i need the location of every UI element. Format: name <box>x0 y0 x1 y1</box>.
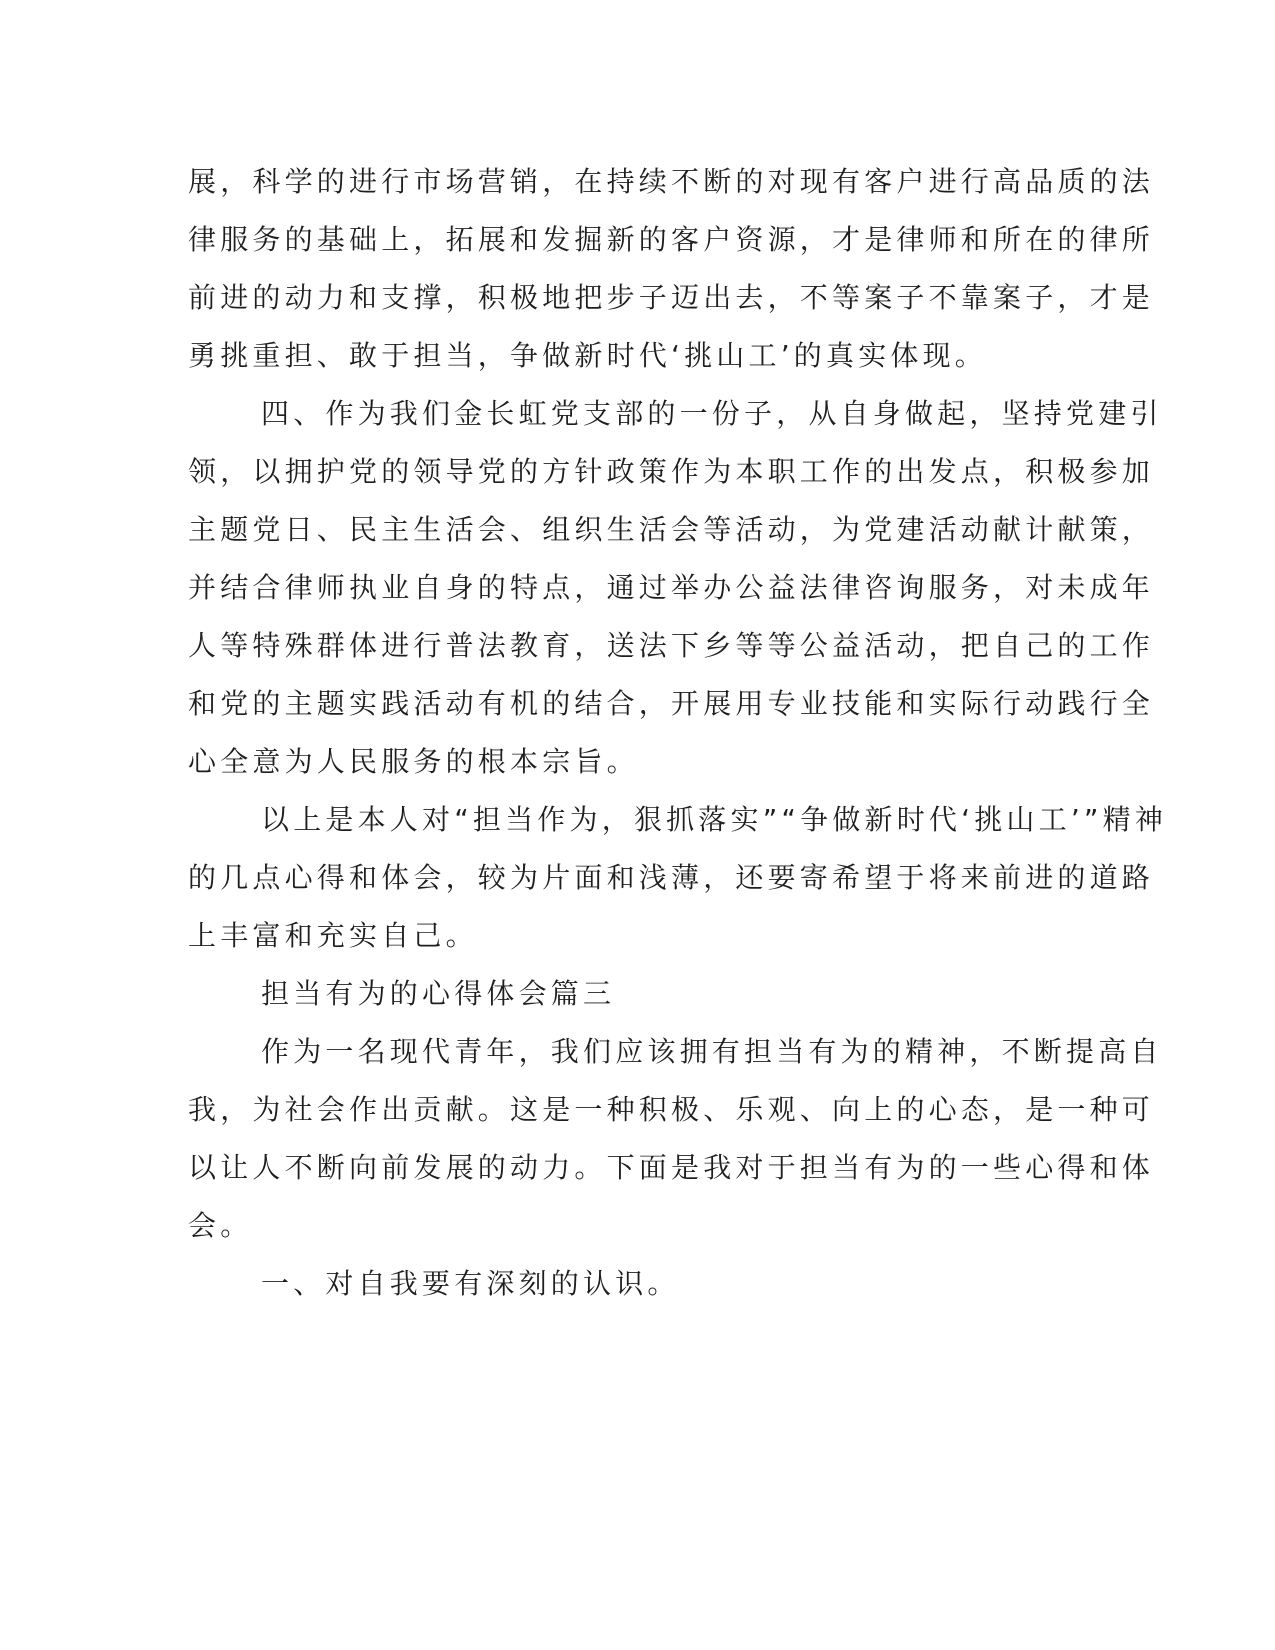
text-line: 我，为社会作出贡献。这是一种积极、乐观、向上的心态，是一种可 <box>188 1093 1155 1126</box>
paragraph-first-line: 四、作为我们金长虹党支部的一份子，从自身做起，坚持党建引 <box>261 397 1163 430</box>
text-line: 并结合律师执业自身的特点，通过举办公益法律咨询服务，对未成年 <box>188 571 1155 604</box>
text-line: 的几点心得和体会，较为片面和浅薄，还要寄希望于将来前进的道路 <box>188 861 1155 894</box>
text-line: 主题党日、民主生活会、组织生活会等活动，为党建活动献计献策， <box>188 513 1155 546</box>
text-line: 勇挑重担、敢于担当，争做新时代‘挑山工’的真实体现。 <box>188 339 988 372</box>
text-line: 展，科学的进行市场营销，在持续不断的对现有客户进行高品质的法 <box>188 165 1155 198</box>
text-line: 会。 <box>188 1209 253 1242</box>
section-heading: 担当有为的心得体会篇三 <box>261 977 616 1010</box>
paragraph-first-line: 以上是本人对“担当作为，狠抓落实”“争做新时代‘挑山工’”精神 <box>261 803 1168 836</box>
text-line: 律服务的基础上，拓展和发掘新的客户资源，才是律师和所在的律所 <box>188 223 1155 256</box>
text-line: 前进的动力和支撑，积极地把步子迈出去，不等案子不靠案子，才是 <box>188 281 1155 314</box>
text-line: 领，以拥护党的领导党的方针政策作为本职工作的出发点，积极参加 <box>188 455 1155 488</box>
text-line: 人等特殊群体进行普法教育，送法下乡等等公益活动，把自己的工作 <box>188 629 1155 662</box>
text-line: 和党的主题实践活动有机的结合，开展用专业技能和实际行动践行全 <box>188 687 1155 720</box>
paragraph-first-line: 作为一名现代青年，我们应该拥有担当有为的精神，不断提高自 <box>261 1035 1163 1068</box>
paragraph-first-line: 一、对自我要有深刻的认识。 <box>261 1267 680 1300</box>
text-line: 以让人不断向前发展的动力。下面是我对于担当有为的一些心得和体 <box>188 1151 1155 1184</box>
text-line: 心全意为人民服务的根本宗旨。 <box>188 745 639 778</box>
text-line: 上丰富和充实自己。 <box>188 919 478 952</box>
